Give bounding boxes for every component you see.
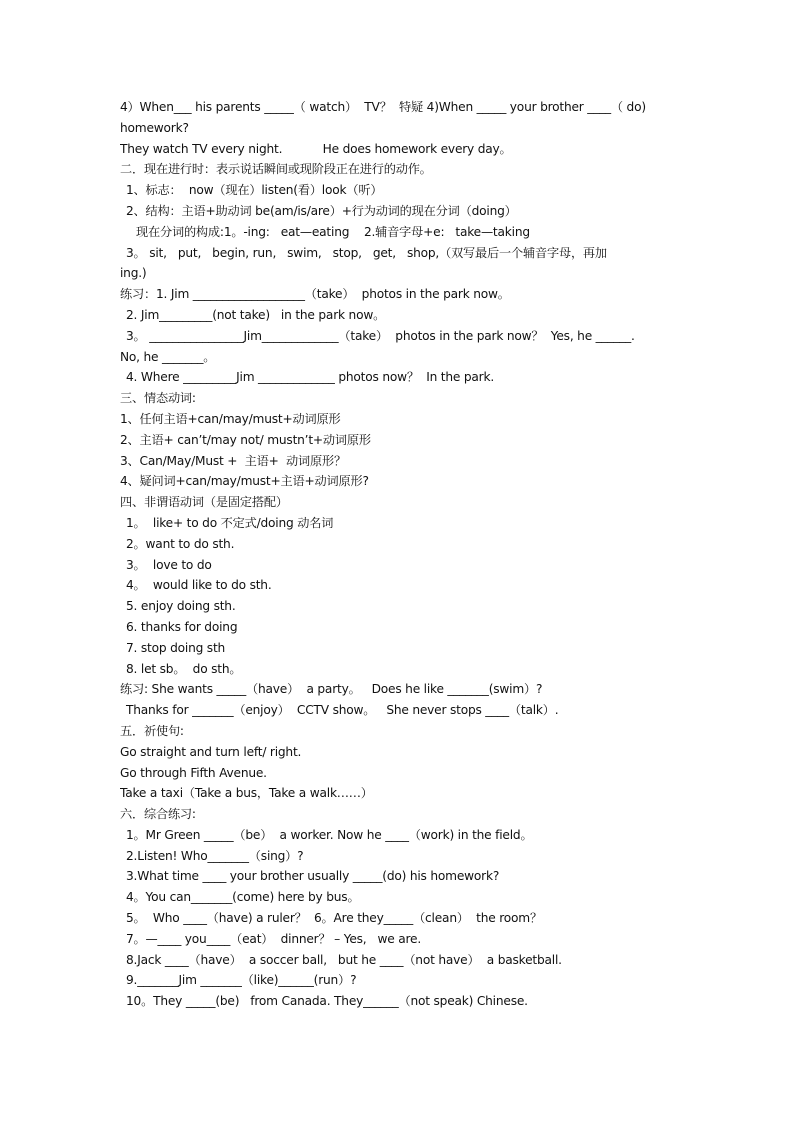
text-line: 三、情态动词:	[120, 391, 196, 406]
text-line: 4。You can_______(come) here by bus。	[126, 890, 360, 905]
text-line: 8. let sb。 do sth。	[126, 661, 242, 676]
text-line: 六．综合练习:	[120, 807, 196, 822]
text-line: 4、疑问词+can/may/must+主语+动词原形?	[120, 474, 369, 489]
text-line: 6. thanks for doing	[126, 619, 238, 634]
text-line: 1。 like+ to do 不定式/doing 动名词	[126, 515, 334, 530]
text-line: 五．祈使句:	[120, 723, 184, 738]
text-line: 9._______Jim _______（like)______(run）?	[126, 973, 357, 988]
text-line: No, he _______。	[120, 349, 216, 364]
text-line: 3。 ________________Jim_____________（take） photos in the park now？ Yes, he ______.	[126, 328, 635, 343]
text-line: homework?	[120, 120, 189, 135]
text-line: 7. stop doing sth	[126, 640, 226, 655]
text-line: 2.Listen! Who_______（sing）?	[126, 848, 304, 863]
text-line: 1、任何主语+can/may/must+动词原形	[120, 411, 341, 426]
text-line: Thanks for _______（enjoy） CCTV show。 She never stops ____（talk）.	[126, 703, 559, 718]
text-line: 5. enjoy doing sth.	[126, 599, 236, 614]
text-line: 4）When___ his parents _____（ watch） TV？ 特疑 4)When _____ your brother ____（ do)	[120, 100, 646, 114]
text-line: 1、标志： now（现在）listen(看）look（听）	[126, 183, 383, 198]
text-line: 练习：1. Jim ___________________（take） photos in the park now。	[120, 287, 510, 302]
text-line: 3。 love to do	[126, 557, 212, 572]
text-line: 四、非谓语动词（是固定搭配）	[120, 495, 288, 510]
text-line: Take a taxi（Take a bus，Take a walk……）	[120, 786, 373, 801]
text-line: 4. Where _________Jim _____________ photos now？ In the park.	[126, 370, 495, 385]
text-line: 练习: She wants _____（have） a party。 Does he like _______(swim）?	[120, 682, 543, 697]
text-line: 3.What time ____ your brother usually _____(do) his homework?	[126, 869, 500, 884]
text-line: Go through Fifth Avenue.	[120, 765, 267, 780]
text-line: 10。They _____(be) from Canada. They______（not speak) Chinese.	[126, 994, 528, 1009]
text-line: 现在分词的构成:1。-ing: eat—eating 2.辅音字母+e: take—taking	[136, 224, 530, 239]
text-line: 5。 Who ____（have) a ruler？ 6。Are they_____（clean） the room？	[126, 911, 542, 926]
text-line: 2、主语+ can’t/may not/ mustn’t+动词原形	[120, 432, 371, 447]
document-body	[120, 97, 680, 1012]
text-line: 4。 would like to do sth.	[126, 578, 272, 593]
text-line: 3。 sit, put, begin, run, swim, stop, get, shop,（双写最后一个辅音字母，再加	[126, 245, 607, 260]
text-line: 7。—____ you____（eat） dinner？ – Yes, we are.	[126, 931, 422, 946]
text-line: ing.)	[120, 266, 147, 281]
text-line: 8.Jack ____（have） a soccer ball, but he ____（not have） a basketball.	[126, 952, 562, 967]
text-line: They watch TV every night. He does homework every day。	[120, 141, 512, 156]
text-line: 2. Jim_________(not take) in the park now。	[126, 307, 386, 322]
text-line: 3、Can/May/Must + 主语+ 动词原形？	[120, 453, 346, 468]
text-line: 2、结构：主语+助动词 be(am/is/are）+行为动词的现在分词（doing）	[126, 203, 517, 218]
text-line: 二．现在进行时：表示说话瞬间或现阶段正在进行的动作。	[120, 162, 432, 177]
text-line: 1。Mr Green _____（be） a worker. Now he ____（work) in the field。	[126, 827, 533, 842]
text-line: 2。want to do sth.	[126, 536, 235, 551]
text-line: Go straight and turn left/ right.	[120, 744, 302, 759]
